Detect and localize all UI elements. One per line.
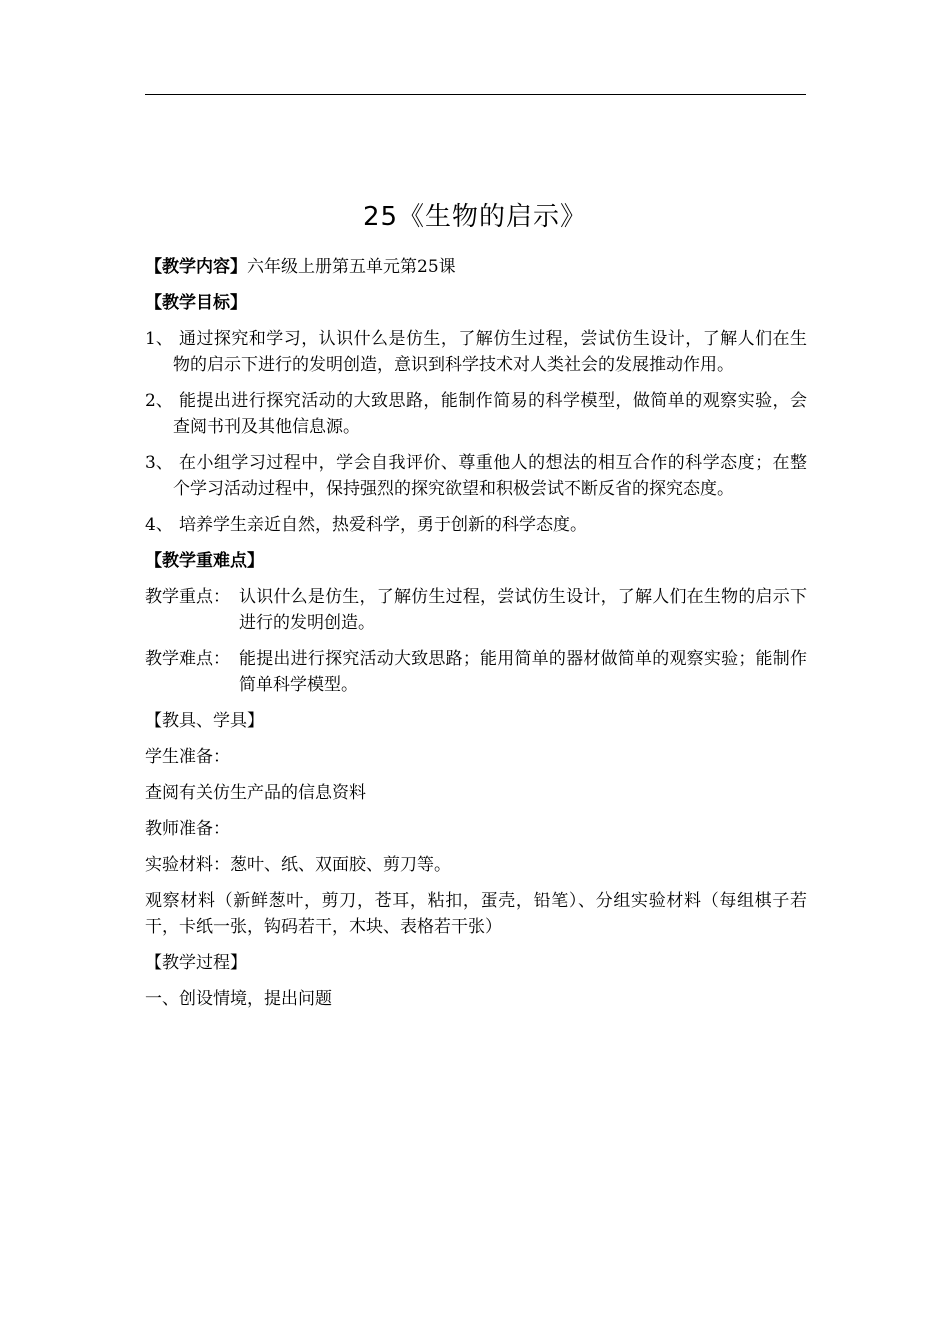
objective-number: 1、 <box>145 329 173 349</box>
objective-item <box>145 450 807 502</box>
student-prep-label: 学生准备： <box>145 747 230 767</box>
difficulty-text: 能提出进行探究活动大致思路；能用简单的器材做简单的观察实验；能制作简单科学模型。 <box>239 649 807 695</box>
focus-label: 教学重点： <box>145 587 230 607</box>
focus-row <box>145 584 807 636</box>
teacher-prep-label: 教师准备： <box>145 819 230 839</box>
objectives-heading: 【教学目标】 <box>145 293 247 313</box>
objective-text: 培养学生亲近自然，热爱科学，勇于创新的科学态度。 <box>179 515 587 535</box>
objective-item <box>145 512 807 538</box>
experiment-materials: 实验材料：葱叶、纸、双面胶、剪刀等。 <box>145 855 451 875</box>
objective-number: 3、 <box>145 453 173 473</box>
teaching-content-label: 【教学内容】 <box>145 257 247 277</box>
student-prep-text: 查阅有关仿生产品的信息资料 <box>145 783 366 803</box>
process-heading: 【教学过程】 <box>145 953 247 973</box>
objective-item <box>145 388 807 440</box>
objective-number: 4、 <box>145 515 173 535</box>
materials-heading: 【教具、学具】 <box>145 711 264 731</box>
objective-text: 在小组学习过程中，学会自我评价、尊重他人的想法的相互合作的科学态度；在整个学习活动过程中，保持强烈的探究欲望和积极尝试不断反省的探究态度。 <box>173 453 807 499</box>
focus-text: 认识什么是仿生，了解仿生过程，尝试仿生设计，了解人们在生物的启示下进行的发明创造。 <box>239 587 807 633</box>
lesson-title: 25《生物的启示》 <box>362 202 588 232</box>
objective-item <box>145 326 807 378</box>
objective-number: 2、 <box>145 391 173 411</box>
difficulty-label: 教学难点： <box>145 649 230 669</box>
difficulty-row <box>145 646 807 698</box>
header-rule <box>145 94 806 95</box>
key-points-heading: 【教学重难点】 <box>145 551 264 571</box>
teaching-content-line <box>145 254 807 280</box>
objective-text: 能提出进行探究活动的大致思路，能制作简易的科学模型，做简单的观察实验，会查阅书刊及其他信息源。 <box>173 391 807 437</box>
objective-text: 通过探究和学习，认识什么是仿生，了解仿生过程，尝试仿生设计，了解人们在生物的启示下进行的发明创造，意识到科学技术对人类社会的发展推动作用。 <box>173 329 807 375</box>
lesson-body <box>145 254 807 1022</box>
teaching-content-text: 六年级上册第五单元第25课 <box>247 257 456 277</box>
process-step-1: 一、创设情境，提出问题 <box>145 989 332 1009</box>
observation-materials: 观察材料（新鲜葱叶，剪刀，苍耳，粘扣，蛋壳，铅笔）、分组实验材料（每组棋子若干，卡纸一张，钩码若干，木块、表格若干张） <box>145 891 807 937</box>
